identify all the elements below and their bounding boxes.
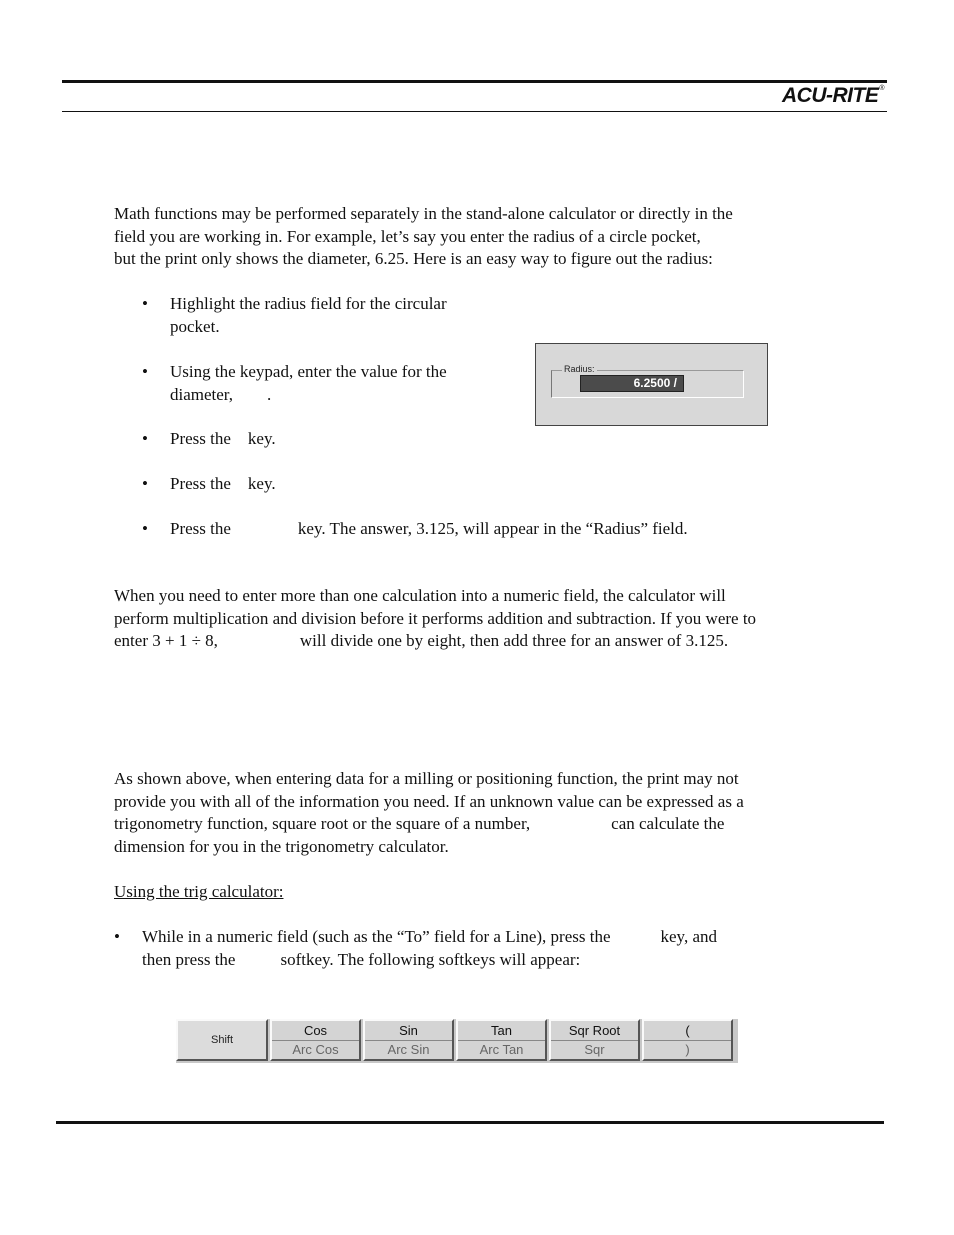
using-heading: Using the trig calculator: bbox=[114, 882, 284, 901]
cos-softkey[interactable]: Cos Arc Cos bbox=[270, 1019, 361, 1061]
bullet-marker: • bbox=[114, 927, 120, 946]
softkey-bar bbox=[176, 1019, 738, 1063]
order-paragraph: When you need to enter more than one calculation into a numeric field, the calculator will perform multiplication and division before it performs addition and subtraction. If you were to enter 3 + 1 ÷ 8, will divide one by eight, then add three for an answer of 3.125. bbox=[114, 586, 757, 650]
radius-screenshot bbox=[535, 343, 768, 426]
intro-line: field you are working in. For example, let’s say you enter the radius of a circle pocket, bbox=[114, 226, 701, 246]
intro-line: but the print only shows the diameter, 6.25. Here is an easy way to figure out the radius: bbox=[114, 249, 713, 268]
bullet-item: Press the key. bbox=[170, 474, 276, 493]
bullet-marker: • bbox=[142, 519, 148, 538]
sin-softkey[interactable]: Sin Arc Sin bbox=[363, 1019, 454, 1061]
shift-softkey[interactable]: Shift bbox=[176, 1019, 268, 1061]
bullet-item: Press the key. The answer, 3.125, will appear in the “Radius” field. bbox=[170, 519, 688, 538]
bullet-item: Using the keypad, enter the value for the diameter, . bbox=[170, 362, 447, 404]
trig-paragraph: As shown above, when entering data for a milling or positioning function, the print may not provide you with all of the information you need. If an unknown value can be expressed as a trigonometry function, square root or the square of a number, can calculate the dimension for you in the trigonometry calculator. bbox=[114, 769, 744, 856]
bullet-marker: • bbox=[142, 362, 148, 381]
brand-logo: ACU-RITE® bbox=[782, 84, 884, 107]
header-rule-bottom bbox=[62, 111, 887, 112]
intro-line: Math functions may be performed separately in the stand-alone calculator or directly in the bbox=[114, 204, 733, 223]
bullet-item: Highlight the radius field for the circular pocket. bbox=[170, 294, 447, 336]
trig-bullet-item: While in a numeric field (such as the “To” field for a Line), press the key, and then press the softkey. The following softkeys will appear: bbox=[142, 927, 717, 969]
footer-rule bbox=[56, 1121, 884, 1124]
tan-softkey[interactable]: Tan Arc Tan bbox=[456, 1019, 547, 1061]
bullet-marker: • bbox=[142, 429, 148, 448]
parenthesis-softkey[interactable]: ( ) bbox=[642, 1019, 733, 1061]
radius-field[interactable]: 6.2500 / bbox=[580, 375, 684, 392]
header-rule-top bbox=[62, 80, 887, 83]
bullet-item: Press the key. bbox=[170, 429, 276, 448]
intro-paragraph bbox=[114, 203, 733, 271]
bullet-marker: • bbox=[142, 294, 148, 313]
radius-label: Radius: bbox=[564, 364, 595, 374]
bullet-marker: • bbox=[142, 474, 148, 493]
sqr-root-softkey[interactable]: Sqr Root Sqr bbox=[549, 1019, 640, 1061]
